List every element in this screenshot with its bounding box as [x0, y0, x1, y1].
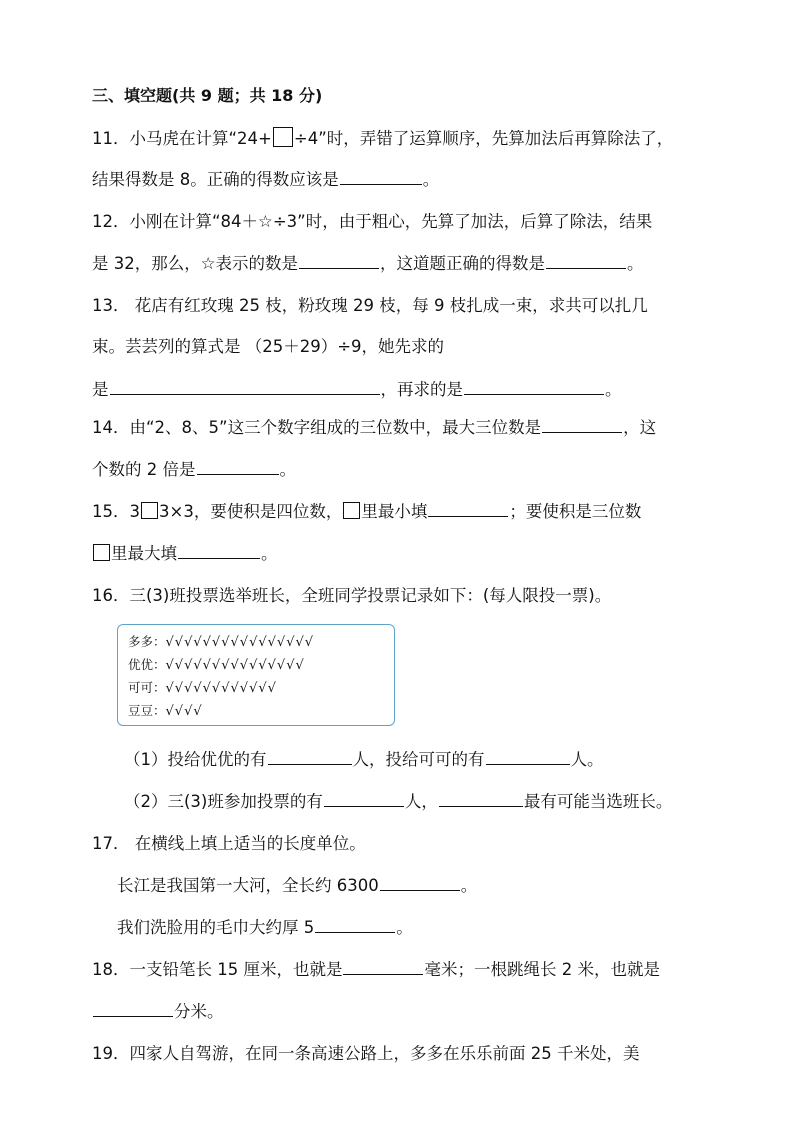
q18-mm-blank[interactable] [343, 973, 423, 975]
q13-line1: 13． 花店有红玫瑰 25 枝，粉玫瑰 29 枝，每 9 枝扎成一束，求共可以扎几 [92, 296, 648, 315]
q12-line2: 是 32，那么，☆表示的数是 ，这道题正确的得数是 。 [92, 254, 644, 273]
q15-line1: 15．3 3×3，要使积是四位数， 里最小填 ；要使积是三位数 [92, 502, 642, 521]
q14-line1: 14．由“2、8、5”这三个数字组成的三位数中，最大三位数是 ，这 [92, 418, 657, 437]
q17-line3: 我们洗脸用的毛巾大约厚 5 。 [117, 918, 413, 937]
q15-box [141, 502, 158, 519]
q11-box [273, 127, 293, 147]
q16-youyou-blank[interactable] [268, 763, 352, 765]
q16-keke-blank[interactable] [486, 763, 570, 765]
q14-double-blank[interactable] [197, 473, 279, 475]
q19-line1: 19．四家人自驾游，在同一条高速公路上，多多在乐乐前面 25 千米处，美 [92, 1044, 640, 1063]
q12-answer-blank[interactable] [546, 267, 626, 269]
q11-line2: 结果得数是 8。正确的得数应该是 。 [92, 170, 440, 189]
q18-line1: 18．一支铅笔长 15 厘米，也就是 毫米；一根跳绳长 2 米，也就是 [92, 960, 660, 979]
q17-line1: 17． 在横线上填上适当的长度单位。 [92, 834, 366, 853]
q17-towel-unit-blank[interactable] [315, 931, 395, 933]
vote-row-keke: 可可：√√√√√√√√√√√√ [128, 680, 277, 696]
q16-part2: （2）三(3)班参加投票的有 人， 最有可能当选班长。 [124, 792, 673, 811]
q16-total-blank[interactable] [324, 805, 404, 807]
q12-line1: 12．小刚在计算“84＋☆÷3”时，由于粗心，先算了加法，后算了除法，结果 [92, 212, 653, 231]
q15-box [93, 544, 110, 561]
q16-winner-blank[interactable] [439, 805, 523, 807]
q17-line2: 长江是我国第一大河，全长约 6300 。 [117, 876, 478, 895]
q11-line1: 11．小马虎在计算“24+ ÷4”时，弄错了运算顺序，先算加法后再算除法了， [92, 129, 674, 148]
q13-line2: 束。芸芸列的算式是 （25＋29）÷9，她先求的 [92, 337, 445, 356]
q14-max-blank[interactable] [542, 431, 622, 433]
q17-river-unit-blank[interactable] [380, 889, 460, 891]
q13-line3: 是 ，再求的是 。 [92, 380, 622, 399]
q15-max-blank[interactable] [178, 557, 260, 559]
q12-star-blank[interactable] [299, 267, 379, 269]
q16-part1: （1）投给优优的有 人，投给可可的有 人。 [124, 750, 604, 769]
q13-first-blank[interactable] [110, 393, 380, 395]
vote-row-duoduo: 多多：√√√√√√√√√√√√√√√√ [128, 634, 315, 650]
q13-second-blank[interactable] [464, 393, 604, 395]
vote-row-youyou: 优优：√√√√√√√√√√√√√√√ [128, 657, 305, 673]
vote-record-box [117, 624, 395, 726]
q15-line2: 里最大填 。 [92, 543, 278, 565]
q14-line2: 个数的 2 倍是 。 [92, 460, 296, 479]
q15-box [343, 502, 360, 519]
q18-line2: 分米。 [92, 1001, 224, 1023]
section-title: 三、填空题(共 9 题；共 18 分) [92, 86, 323, 105]
q18-dm-blank[interactable] [93, 1015, 173, 1017]
q11-answer-blank[interactable] [340, 183, 422, 185]
vote-row-doudou: 豆豆：√√√√ [128, 703, 203, 719]
q15-min-blank[interactable] [428, 515, 508, 517]
q16-line1: 16．三(3)班投票选举班长，全班同学投票记录如下：(每人限投一票)。 [92, 586, 612, 605]
